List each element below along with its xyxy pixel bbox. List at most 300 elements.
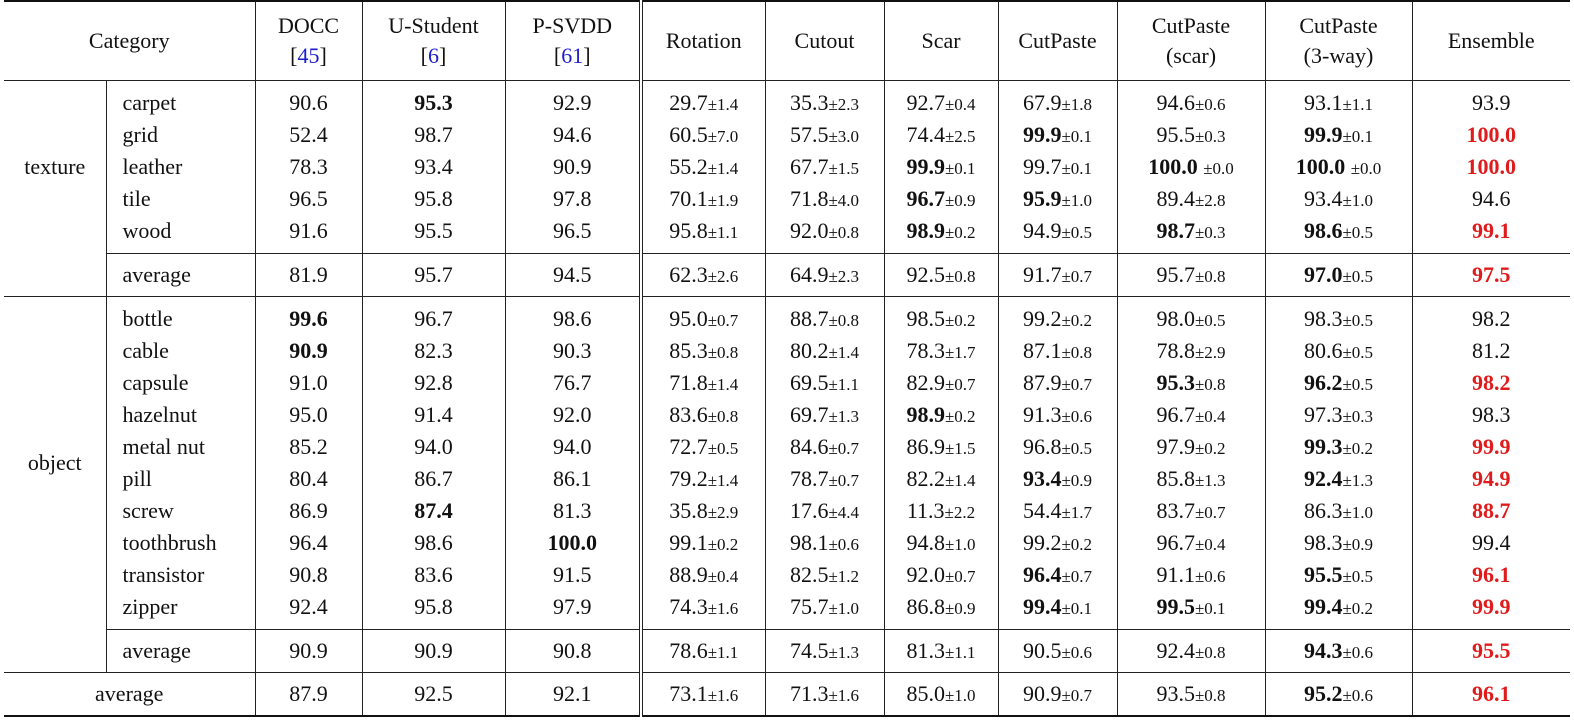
score-cell [641, 495, 765, 527]
score-value: 82.3 [414, 338, 453, 363]
score-value: 96.4 [289, 530, 328, 555]
score-cell [884, 335, 998, 367]
score-cell [998, 431, 1117, 463]
score-std: ±0.1 [1061, 159, 1093, 178]
score-std: ±0.7 [1061, 375, 1093, 394]
score-std: ±1.7 [944, 343, 976, 362]
category-label: cable [106, 335, 255, 367]
score-cell [998, 151, 1117, 183]
score-cell [641, 399, 765, 431]
score-cell [505, 431, 641, 463]
score-std: ±0.6 [1061, 643, 1093, 662]
score-cell [998, 495, 1117, 527]
score-value: 92.4 [289, 594, 328, 619]
score-cell [641, 119, 765, 151]
score-std: ±1.0 [1342, 191, 1374, 210]
score-value: 95.7 [1156, 262, 1195, 287]
score-value: 90.9 [1022, 681, 1062, 706]
score-cell [998, 215, 1117, 254]
score-cell [1117, 335, 1265, 367]
score-cell [505, 119, 641, 151]
overall-average-row [4, 673, 1570, 717]
score-cell [255, 183, 362, 215]
score-cell [998, 335, 1117, 367]
score-value: 100.0 [1295, 154, 1351, 179]
score-cell [1265, 591, 1412, 630]
score-std: ±0.0 [1350, 159, 1382, 178]
score-value: 96.7 [906, 186, 945, 211]
score-std: ±2.2 [944, 503, 976, 522]
score-value: 92.7 [906, 90, 945, 115]
score-std: ±0.5 [707, 439, 739, 458]
score-cell [1412, 183, 1570, 215]
score-cell [884, 527, 998, 559]
score-std: ±4.4 [828, 503, 860, 522]
score-value: 74.4 [906, 122, 945, 147]
score-std: ±0.8 [707, 407, 739, 426]
score-cell [1265, 183, 1412, 215]
table-row [4, 297, 1570, 336]
score-value: 94.6 [553, 122, 592, 147]
score-value: 90.8 [289, 562, 328, 587]
score-value: 94.6 [1156, 90, 1195, 115]
score-value: 57.5 [789, 122, 829, 147]
score-std: ±1.8 [1061, 95, 1093, 114]
score-value: 95.3 [1156, 370, 1195, 395]
score-value: 29.7 [669, 90, 708, 115]
score-cell [1412, 399, 1570, 431]
score-cell [998, 297, 1117, 336]
score-std: ±0.3 [1342, 407, 1374, 426]
score-value: 96.5 [553, 218, 592, 243]
score-std: ±1.2 [828, 567, 860, 586]
score-value: 74.3 [669, 594, 708, 619]
score-cell [505, 81, 641, 120]
score-value: 55.2 [669, 154, 708, 179]
score-value: 80.6 [1303, 338, 1343, 363]
score-cell [362, 335, 505, 367]
score-value: 98.2 [1472, 306, 1511, 331]
score-cell [255, 215, 362, 254]
score-value: 35.3 [789, 90, 829, 115]
score-cell [765, 183, 884, 215]
score-cell [765, 297, 884, 336]
score-cell [1117, 630, 1265, 673]
score-value: 97.0 [1303, 262, 1343, 287]
group-label: object [4, 297, 106, 630]
score-value: 78.6 [669, 638, 708, 663]
score-cell [1265, 297, 1412, 336]
score-std: ±1.4 [707, 95, 739, 114]
score-value: 97.5 [1472, 262, 1511, 287]
score-cell [884, 151, 998, 183]
score-value: 87.9 [289, 681, 328, 706]
score-value: 91.1 [1156, 562, 1195, 587]
score-value: 94.9 [1472, 466, 1511, 491]
score-std: ±0.5 [1061, 223, 1093, 242]
score-value: 96.8 [1022, 434, 1062, 459]
score-cell [362, 559, 505, 591]
category-label: leather [106, 151, 255, 183]
score-std: ±0.6 [1194, 95, 1226, 114]
score-value: 99.3 [1303, 434, 1343, 459]
score-cell [1412, 495, 1570, 527]
score-value: 99.6 [289, 306, 328, 331]
score-cell [1117, 559, 1265, 591]
score-cell [1265, 673, 1412, 717]
score-std: ±1.0 [944, 535, 976, 554]
bracket-close: ] [583, 43, 591, 68]
score-value: 98.1 [789, 530, 829, 555]
score-cell [1265, 431, 1412, 463]
score-value: 99.9 [1303, 122, 1343, 147]
score-cell [1265, 559, 1412, 591]
method-name: U-Student [388, 13, 479, 38]
score-std: ±2.9 [707, 503, 739, 522]
score-std: ±4.0 [828, 191, 860, 210]
score-cell [884, 630, 998, 673]
score-std: ±0.8 [1194, 643, 1226, 662]
score-std: ±0.8 [1194, 267, 1226, 286]
score-cell [1412, 254, 1570, 297]
score-value: 93.1 [1303, 90, 1343, 115]
score-value: 62.3 [669, 262, 708, 287]
score-value: 69.7 [789, 402, 829, 427]
table-row [4, 151, 1570, 183]
method-name: Ensemble [1447, 28, 1535, 53]
score-cell [641, 215, 765, 254]
category-label: hazelnut [106, 399, 255, 431]
score-value: 87.9 [1022, 370, 1062, 395]
score-value: 96.2 [1303, 370, 1343, 395]
score-std: ±0.5 [1061, 439, 1093, 458]
score-cell [884, 183, 998, 215]
method-header [255, 1, 362, 81]
score-value: 92.5 [414, 681, 453, 706]
score-value: 94.0 [553, 434, 592, 459]
score-cell [255, 431, 362, 463]
score-std: ±0.5 [1342, 311, 1374, 330]
score-value: 71.8 [669, 370, 708, 395]
score-std: ±0.3 [1194, 223, 1226, 242]
score-cell [884, 495, 998, 527]
score-cell [1265, 215, 1412, 254]
score-std: ±1.6 [707, 599, 739, 618]
score-cell [765, 431, 884, 463]
score-value: 98.0 [1156, 306, 1195, 331]
score-cell [641, 254, 765, 297]
score-std: ±0.6 [1342, 686, 1374, 705]
score-cell [765, 215, 884, 254]
score-cell [362, 431, 505, 463]
score-value: 81.9 [289, 262, 328, 287]
score-value: 99.9 [1022, 122, 1062, 147]
score-std: ±0.2 [1061, 535, 1093, 554]
score-std: ±0.2 [944, 407, 976, 426]
method-variant: (3-way) [1303, 43, 1374, 68]
table-row [4, 81, 1570, 120]
score-std: ±0.7 [707, 311, 739, 330]
score-value: 79.2 [669, 466, 708, 491]
method-header [765, 1, 884, 81]
citation-link[interactable]: 61 [561, 43, 584, 68]
score-value: 99.4 [1303, 594, 1343, 619]
score-std: ±0.7 [1061, 267, 1093, 286]
score-value: 92.0 [906, 562, 945, 587]
group-spacer [4, 630, 106, 673]
results-table-container [4, 0, 1570, 717]
score-cell [1412, 559, 1570, 591]
method-citation [506, 41, 640, 71]
score-std: ±1.1 [828, 375, 860, 394]
score-value: 95.5 [1156, 122, 1195, 147]
score-std: ±0.2 [1342, 599, 1374, 618]
category-label: wood [106, 215, 255, 254]
score-value: 88.7 [789, 306, 829, 331]
score-value: 90.5 [1022, 638, 1062, 663]
score-std: ±0.1 [944, 159, 976, 178]
score-cell [362, 591, 505, 630]
score-cell [998, 463, 1117, 495]
group-average-row [4, 254, 1570, 297]
score-value: 93.4 [414, 154, 453, 179]
score-cell [884, 463, 998, 495]
score-cell [1412, 463, 1570, 495]
score-std: ±1.1 [1342, 95, 1374, 114]
score-value: 91.0 [289, 370, 328, 395]
score-cell [998, 399, 1117, 431]
score-cell [1412, 630, 1570, 673]
score-cell [505, 254, 641, 297]
score-value: 98.9 [906, 218, 945, 243]
score-cell [641, 151, 765, 183]
score-std: ±1.6 [828, 686, 860, 705]
score-value: 99.2 [1022, 306, 1062, 331]
score-std: ±0.9 [1061, 471, 1093, 490]
score-cell [505, 399, 641, 431]
score-std: ±1.4 [944, 471, 976, 490]
score-cell [1265, 81, 1412, 120]
bracket-open: [ [420, 43, 428, 68]
table-row [4, 431, 1570, 463]
score-value: 95.7 [414, 262, 453, 287]
score-std: ±0.2 [1342, 439, 1374, 458]
score-cell [1265, 463, 1412, 495]
score-value: 78.3 [906, 338, 945, 363]
score-cell [641, 591, 765, 630]
score-std: ±0.5 [1194, 311, 1226, 330]
method-header [998, 1, 1117, 81]
score-cell [1265, 527, 1412, 559]
score-cell [1117, 215, 1265, 254]
score-value: 94.6 [1472, 186, 1511, 211]
score-value: 98.6 [553, 306, 592, 331]
score-std: ±1.3 [1194, 471, 1226, 490]
score-value: 71.8 [789, 186, 829, 211]
score-cell [641, 673, 765, 717]
score-cell [765, 495, 884, 527]
score-cell [765, 591, 884, 630]
score-cell [1265, 495, 1412, 527]
bracket-close: ] [319, 43, 327, 68]
score-cell [998, 119, 1117, 151]
score-std: ±0.4 [944, 95, 976, 114]
score-value: 85.2 [289, 434, 328, 459]
citation-link[interactable]: 45 [297, 43, 320, 68]
score-value: 87.1 [1022, 338, 1062, 363]
score-value: 98.6 [1303, 218, 1343, 243]
method-name: Rotation [665, 28, 742, 53]
score-cell [1265, 254, 1412, 297]
score-cell [765, 119, 884, 151]
score-value: 96.1 [1472, 681, 1511, 706]
score-cell [255, 297, 362, 336]
score-value: 69.5 [789, 370, 829, 395]
score-value: 94.5 [553, 262, 592, 287]
score-cell [641, 335, 765, 367]
score-cell [998, 559, 1117, 591]
method-header [1412, 1, 1570, 81]
table-row [4, 463, 1570, 495]
score-value: 81.3 [553, 498, 592, 523]
score-cell [255, 559, 362, 591]
score-value: 86.3 [1303, 498, 1343, 523]
score-cell [1412, 215, 1570, 254]
score-std: ±1.5 [944, 439, 976, 458]
score-value: 11.3 [906, 498, 945, 523]
score-cell [362, 630, 505, 673]
category-label: capsule [106, 367, 255, 399]
score-value: 96.7 [1156, 402, 1195, 427]
score-value: 83.6 [669, 402, 708, 427]
score-value: 95.0 [669, 306, 708, 331]
score-value: 99.9 [1472, 594, 1511, 619]
score-cell [255, 81, 362, 120]
score-value: 81.3 [906, 638, 945, 663]
score-cell [641, 463, 765, 495]
score-std: ±2.9 [1194, 343, 1226, 362]
score-cell [765, 335, 884, 367]
score-cell [765, 81, 884, 120]
score-cell [362, 495, 505, 527]
score-std: ±1.6 [707, 686, 739, 705]
score-std: ±0.2 [944, 311, 976, 330]
score-value: 97.3 [1303, 402, 1343, 427]
score-cell [1117, 297, 1265, 336]
score-cell [362, 399, 505, 431]
score-cell [505, 297, 641, 336]
score-cell [998, 630, 1117, 673]
score-std: ±1.4 [828, 343, 860, 362]
score-cell [765, 559, 884, 591]
score-value: 91.3 [1022, 402, 1062, 427]
score-std: ±0.8 [1194, 686, 1226, 705]
score-cell [255, 495, 362, 527]
score-value: 94.8 [906, 530, 945, 555]
score-cell [998, 254, 1117, 297]
score-cell [998, 527, 1117, 559]
score-value: 99.1 [1472, 218, 1511, 243]
score-value: 98.6 [414, 530, 453, 555]
score-value: 96.5 [289, 186, 328, 211]
method-header [505, 1, 641, 81]
score-cell [1117, 151, 1265, 183]
score-std: ±0.7 [828, 439, 860, 458]
score-value: 85.3 [669, 338, 708, 363]
score-std: ±0.1 [1061, 127, 1093, 146]
score-cell [255, 335, 362, 367]
category-label: grid [106, 119, 255, 151]
score-cell [1412, 527, 1570, 559]
score-cell [998, 367, 1117, 399]
score-cell [255, 151, 362, 183]
score-std: ±0.9 [944, 599, 976, 618]
score-value: 80.4 [289, 466, 328, 491]
score-value: 75.7 [789, 594, 829, 619]
score-value: 98.3 [1472, 402, 1511, 427]
score-std: ±0.8 [1194, 375, 1226, 394]
score-cell [1117, 527, 1265, 559]
score-cell [255, 367, 362, 399]
score-std: ±0.1 [1061, 599, 1093, 618]
score-std: ±1.4 [707, 159, 739, 178]
score-std: ±0.5 [1342, 375, 1374, 394]
score-cell [1265, 630, 1412, 673]
category-header: Category [4, 1, 255, 81]
score-cell [505, 673, 641, 717]
score-value: 92.0 [553, 402, 592, 427]
score-cell [1412, 591, 1570, 630]
score-std: ±1.0 [1342, 503, 1374, 522]
method-citation [363, 41, 505, 71]
score-value: 67.7 [789, 154, 829, 179]
score-cell [884, 367, 998, 399]
score-value: 91.7 [1022, 262, 1062, 287]
score-std: ±0.8 [1061, 343, 1093, 362]
score-value: 90.9 [553, 154, 592, 179]
score-value: 92.0 [789, 218, 829, 243]
table-row [4, 399, 1570, 431]
score-std: ±2.5 [944, 127, 976, 146]
category-label: tile [106, 183, 255, 215]
category-label: toothbrush [106, 527, 255, 559]
score-cell [884, 81, 998, 120]
score-value: 94.9 [1022, 218, 1062, 243]
score-value: 95.8 [414, 186, 453, 211]
score-std: ±1.1 [707, 643, 739, 662]
score-value: 99.9 [1472, 434, 1511, 459]
score-std: ±1.5 [828, 159, 860, 178]
score-cell [1117, 254, 1265, 297]
score-cell [884, 399, 998, 431]
score-cell [255, 591, 362, 630]
score-value: 99.4 [1472, 530, 1511, 555]
score-cell [1412, 119, 1570, 151]
score-value: 92.4 [1156, 638, 1195, 663]
score-cell [641, 297, 765, 336]
score-std: ±1.3 [828, 407, 860, 426]
category-label: zipper [106, 591, 255, 630]
score-cell [641, 630, 765, 673]
method-name: P-SVDD [532, 13, 612, 38]
score-value: 89.4 [1156, 186, 1195, 211]
score-value: 100.0 [1148, 154, 1204, 179]
score-value: 99.1 [669, 530, 708, 555]
citation-link[interactable]: 6 [428, 43, 439, 68]
method-variant: (scar) [1165, 43, 1217, 68]
score-cell [1117, 495, 1265, 527]
score-value: 92.1 [553, 681, 592, 706]
